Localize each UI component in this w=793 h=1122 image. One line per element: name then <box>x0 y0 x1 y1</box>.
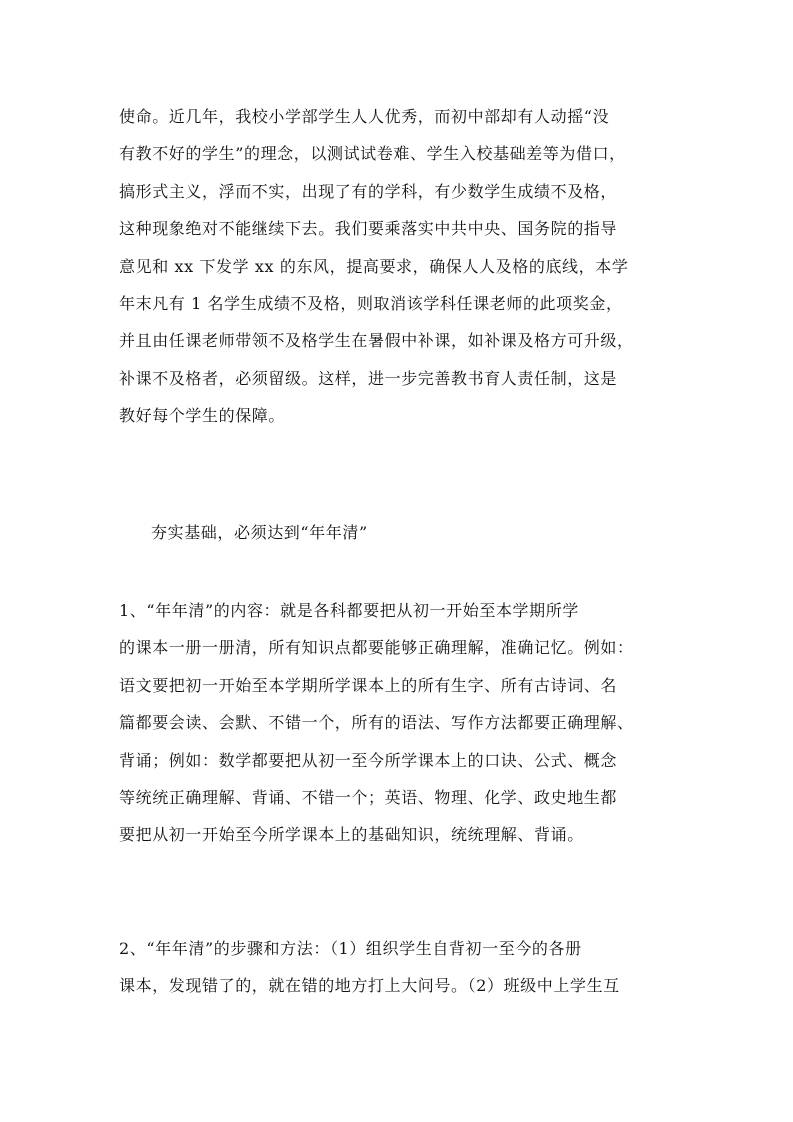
text-line: 补课不及格者，必须留级。这样，进一步完善教书育人责任制，这是 <box>119 368 618 388</box>
text-line: 背诵；例如：数学都要把从初一至今所学课本上的口诀、公式、概念 <box>119 750 618 770</box>
paragraph-content-item-2 <box>119 930 684 1005</box>
text-line: 的课本一册一册清，所有知识点都要能够正确理解，准确记忆。例如： <box>119 638 634 658</box>
text-line: 教好每个学生的保障。 <box>119 406 286 426</box>
text-line: 并且由任课老师带领不及格学生在暑假中补课，如补课及格方可升级， <box>119 331 634 351</box>
paragraph-commitment <box>119 98 684 435</box>
text-line: 语文要把初一开始至本学期所学课本上的所有生字、所有古诗词、名 <box>119 675 618 695</box>
text-line: 1、“年年清”的内容：就是各科都要把从初一开始至本学期所学 <box>119 601 579 620</box>
text-line: 使命。近几年，我校小学部学生人人优秀，而初中部却有人动摇“没 <box>119 107 610 126</box>
text-line: 搞形式主义，浮而不实，出现了有的学科，有少数学生成绩不及格， <box>119 181 618 201</box>
text-line: 2、“年年清”的步骤和方法：（1）组织学生自背初一至今的各册 <box>119 939 582 958</box>
section-heading <box>151 514 716 551</box>
text-line: 有教不好的学生”的理念，以测试试卷难、学生入校基础差等为借口， <box>119 144 626 164</box>
text-line: 要把从初一开始至今所学课本上的基础知识，统统理解、背诵。 <box>119 825 584 845</box>
text-line: 等统统正确理解、背诵、不错一个；英语、物理、化学、政史地生都 <box>119 787 618 807</box>
heading-text: 夯实基础，必须达到“年年清” <box>151 523 368 542</box>
text-line: 这种现象绝对不能继续下去。我们要乘落实中共中央、国务院的指导 <box>119 219 618 239</box>
text-line: 意见和 xx 下发学 xx 的东风，提高要求，确保人人及格的底线，本学 <box>119 256 629 276</box>
text-line: 篇都要会读、会默、不错一个，所有的语法、写作方法都要正确理解、 <box>119 713 634 733</box>
paragraph-content-item-1 <box>119 592 684 854</box>
text-line: 年末凡有 1 名学生成绩不及格，则取消该学科任课老师的此项奖金， <box>119 293 623 313</box>
text-line: 课本，发现错了的，就在错的地方打上大问号。（2）班级中上学生互 <box>119 976 620 996</box>
